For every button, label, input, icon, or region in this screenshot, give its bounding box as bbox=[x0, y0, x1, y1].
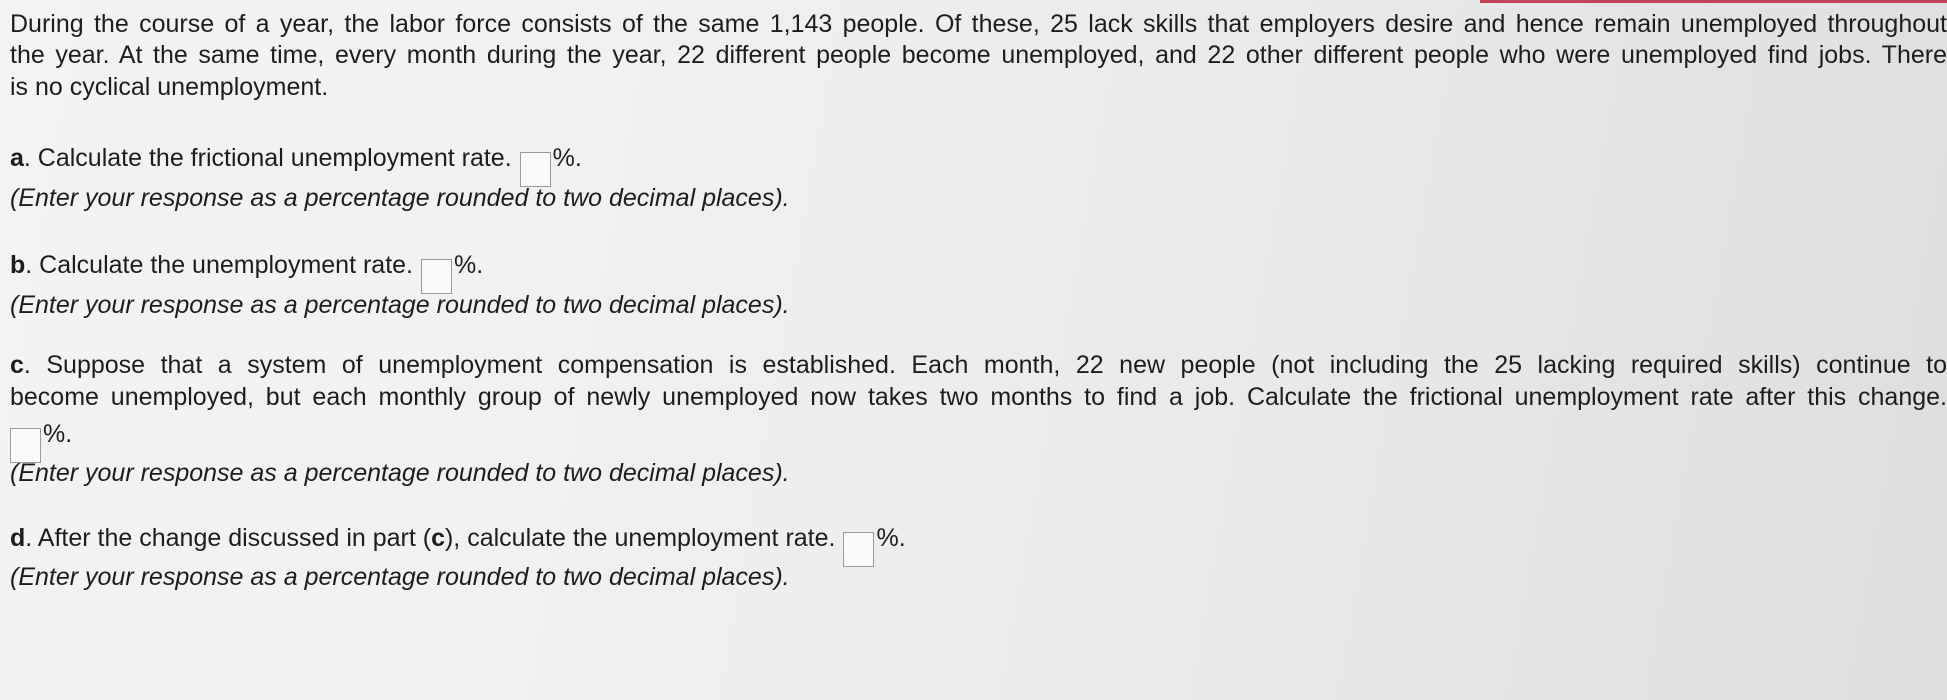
question-d-text-before: . After the change discussed in part ( bbox=[25, 524, 432, 552]
question-a-hint: (Enter your response as a percentage rounded to two decimal places). bbox=[10, 184, 790, 212]
answer-c-unit: %. bbox=[43, 420, 73, 448]
question-a-text: . Calculate the frictional unemployment rate. bbox=[23, 144, 512, 172]
question-c-line-2: become unemployed, but each monthly group of newly unemployed now takes two months to find a job. Calculate the frictional unemployment rate after this change. bbox=[10, 383, 1947, 411]
answer-d-input[interactable] bbox=[843, 532, 874, 567]
question-d-hint: (Enter your response as a percentage rounded to two decimal places). bbox=[10, 563, 790, 591]
question-b-text: . Calculate the unemployment rate. bbox=[25, 251, 413, 279]
question-b-hint: (Enter your response as a percentage rounded to two decimal places). bbox=[10, 291, 790, 319]
question-b bbox=[10, 250, 483, 294]
question-c-line-1 bbox=[10, 350, 1947, 380]
answer-b-unit: %. bbox=[454, 251, 484, 279]
question-a bbox=[10, 143, 582, 187]
question-c-answer-row bbox=[10, 419, 72, 463]
answer-d-unit: %. bbox=[876, 524, 906, 552]
answer-b-input[interactable] bbox=[421, 259, 452, 294]
intro-line-3: is no cyclical unemployment. bbox=[10, 73, 329, 101]
question-d bbox=[10, 523, 906, 567]
question-c-letter: c bbox=[10, 351, 24, 379]
question-d-text-bold: c bbox=[431, 524, 445, 552]
answer-a-unit: %. bbox=[552, 144, 582, 172]
intro-line-2: the year. At the same time, every month during the year, 22 different people become unemployed, and 22 other different people who were unemployed find jobs. There bbox=[10, 41, 1947, 69]
question-b-letter: b bbox=[10, 251, 26, 279]
question-c-hint: (Enter your response as a percentage rounded to two decimal places). bbox=[10, 459, 790, 487]
answer-a-input[interactable] bbox=[520, 152, 551, 187]
intro-line-1: During the course of a year, the labor force consists of the same 1,143 people. Of these, 25 lack skills that employers desire and hence remain unemployed throughout bbox=[10, 10, 1947, 38]
question-a-letter: a bbox=[10, 144, 24, 172]
question-d-text-after: ), calculate the unemployment rate. bbox=[444, 524, 836, 552]
question-c-text-1: . Suppose that a system of unemployment compensation is established. Each month, 22 new people (not including the 25 lacking required skills) continue to bbox=[23, 351, 1947, 379]
question-d-letter: d bbox=[10, 524, 26, 552]
